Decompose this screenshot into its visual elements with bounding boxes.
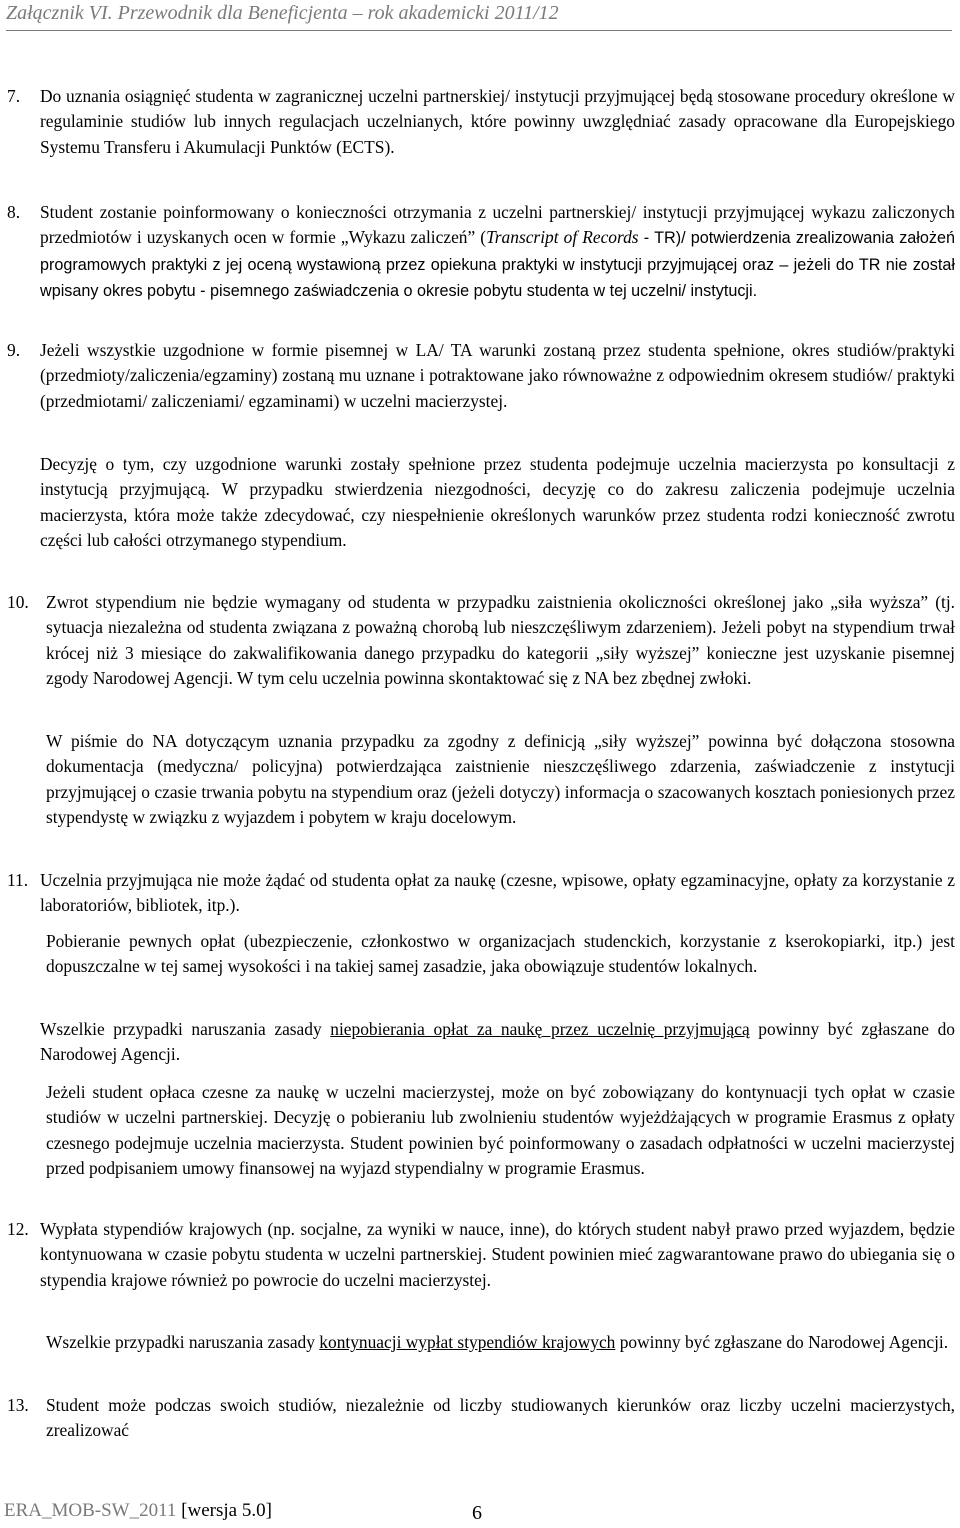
item-11-para-3: Wszelkie przypadki naruszania zasady niepobierania opłat za naukę przez uczelnię przyjmującą powinny być zgłaszane do Narodowej Agencji.	[40, 1019, 955, 1065]
item-number: 13.	[7, 1395, 29, 1415]
item-number: 11.	[7, 870, 29, 890]
item-number: 10.	[7, 592, 29, 612]
item-11-text: Uczelnia przyjmująca nie może żądać od studenta opłat za naukę (czesne, wpisowe, opłaty egzaminacyjne, opłaty za korzystanie z laboratoriów, bibliotek, itp.).	[40, 870, 955, 916]
transcript-of-records: Transcript of Records	[486, 227, 639, 248]
item-12-para-2: Wszelkie przypadki naruszania zasady kontynuacji wypłat stypendiów krajowych powinny być zgłaszane do Narodowej Agencji.	[46, 1332, 949, 1352]
item-number: 7.	[7, 86, 21, 106]
item-10-para-2: W piśmie do NA dotyczącym uznania przypadku za zgodny z definicją „siły wyższej” powinna być dołączona stosowna dokumentacja (medyczna/ policyjna) potwierdzająca zaistnienie nieszczęśliwego zdarzenia, zaświadczenie z instytucji przyjmującej o czasie trwania pobytu na stypendium oraz (jeżeli dotyczy) informacja o szacowanych kosztach poniesionych przez stypendystę w związku z wyjazdem i pobytem w kraju docelowym.	[46, 731, 955, 827]
item-number: 8.	[7, 202, 21, 222]
item-7-text: Do uznania osiągnięć studenta w zagranicznej uczelni partnerskiej/ instytucji przyjmującej będą stosowane procedury określone w regulaminie studiów lub innych regulacjach uczelnianych, które powinny uwzględniać zasady opracowane dla Europejskiego Systemu Transferu i Akumulacji Punktów (ECTS).	[40, 86, 955, 157]
item-11-para-2: Pobieranie pewnych opłat (ubezpieczenie, członkostwo w organizacjach studenckich, korzystanie z kserokopiarki, itp.) jest dopuszczalne w tej samej wysokości i na takiej samej zasadzie, jaka obowiązuje studentów lokalnych.	[46, 931, 955, 977]
document-version: [wersja 5.0]	[181, 1500, 272, 1521]
item-10-text: Zwrot stypendium nie będzie wymagany od studenta w przypadku zaistnienia okoliczności określonej jako „siła wyższa” (tj. sytuacja niezależna od studenta związana z poważną chorobą lub nieszczęśliwym zdarzeniem). Jeżeli pobyt na stypendium trwał krócej niż 3 miesiące do zakwalifikowania danego przypadku do kategorii „siły wyższej” konieczne jest uzyskanie pisemnej zgody Narodowej Agencji. W tym celu uczelnia powinna skontaktować się z NA bez zbędnej zwłoki.	[46, 592, 955, 688]
item-9-para-2: Decyzję o tym, czy uzgodnione warunki zostały spełnione przez studenta podejmuje uczelnia macierzysta po konsultacji z instytucją przyjmującą. W przypadku stwierdzenia niezgodności, decyzję co do zakresu zaliczenia podejmuje uczelnia macierzysta, która może także zdecydować, czy niespełnienie określonych warunków przez studenta rodzi konieczność zwrotu części lub całości otrzymanego stypendium.	[40, 454, 955, 550]
document-code: ERA_MOB-SW_2011	[4, 1500, 177, 1521]
item-8-text: Student zostanie poinformowany o konieczności otrzymania z uczelni partnerskiej/ instytucji przyjmującej wykazu zaliczonych przedmiotów i uzyskanych ocen w formie „Wykazu zaliczeń” (Transcript of Records - TR)/ potwierdzenia zrealizowania założeń programowych praktyki z jej oceną wystawioną przez opiekuna praktyki w instytucji przyjmującej oraz – jeżeli do TR nie został wpisany okres pobytu - pisemnego zaświadczenia o okresie pobytu studenta w tej uczelni/ instytucji.	[40, 202, 955, 300]
underlined-rule: kontynuacji wypłat stypendiów krajowych	[319, 1332, 616, 1352]
item-13-text: Student może podczas swoich studiów, niezależnie od liczby studiowanych kierunków oraz liczby uczelni macierzystych, zrealizować	[46, 1395, 955, 1441]
item-11-para-4: Jeżeli student opłaca czesne za naukę w uczelni macierzystej, może on być zobowiązany do kontynuacji tych opłat w czasie studiów w uczelni partnerskiej. Decyzję o pobieraniu lub zwolnieniu studentów wyjeżdżających w programie Erasmus z opłaty czesnego podejmuje uczelnia macierzysta. Student powinien być poinformowany o zasadach odpłatności w uczelni macierzystej przed podpisaniem umowy finansowej na wyjazd stypendialny w programie Erasmus.	[46, 1082, 955, 1178]
underlined-rule: niepobierania opłat za naukę przez uczelnię przyjmującą	[330, 1019, 750, 1039]
page-number: 6	[472, 1502, 482, 1524]
item-12-text: Wypłata stypendiów krajowych (np. socjalne, za wyniki w nauce, inne), do których student nabył prawo przed wyjazdem, będzie kontynuowana w czasie pobytu studenta w uczelni partnerskiej. Student powinien mieć zagwarantowane prawo do ubiegania się o stypendia krajowe również po powrocie do uczelni macierzystej.	[40, 1219, 955, 1290]
item-number: 12.	[7, 1219, 29, 1239]
header-title: Załącznik VI. Przewodnik dla Beneficjenta – rok akademicki 2011/12	[6, 2, 559, 24]
item-9-text: Jeżeli wszystkie uzgodnione w formie pisemnej w LA/ TA warunki zostaną przez studenta spełnione, okres studiów/praktyki (przedmioty/zaliczenia/egzaminy) zostaną mu uznane i potraktowane jako równoważne z odpowiednim okresem studiów/ praktyki (przedmiotami/ zaliczeniami/ egzaminami) w uczelni macierzystej.	[40, 340, 955, 411]
item-number: 9.	[7, 340, 21, 360]
page-header	[6, 0, 952, 31]
page-footer	[4, 1500, 482, 1524]
